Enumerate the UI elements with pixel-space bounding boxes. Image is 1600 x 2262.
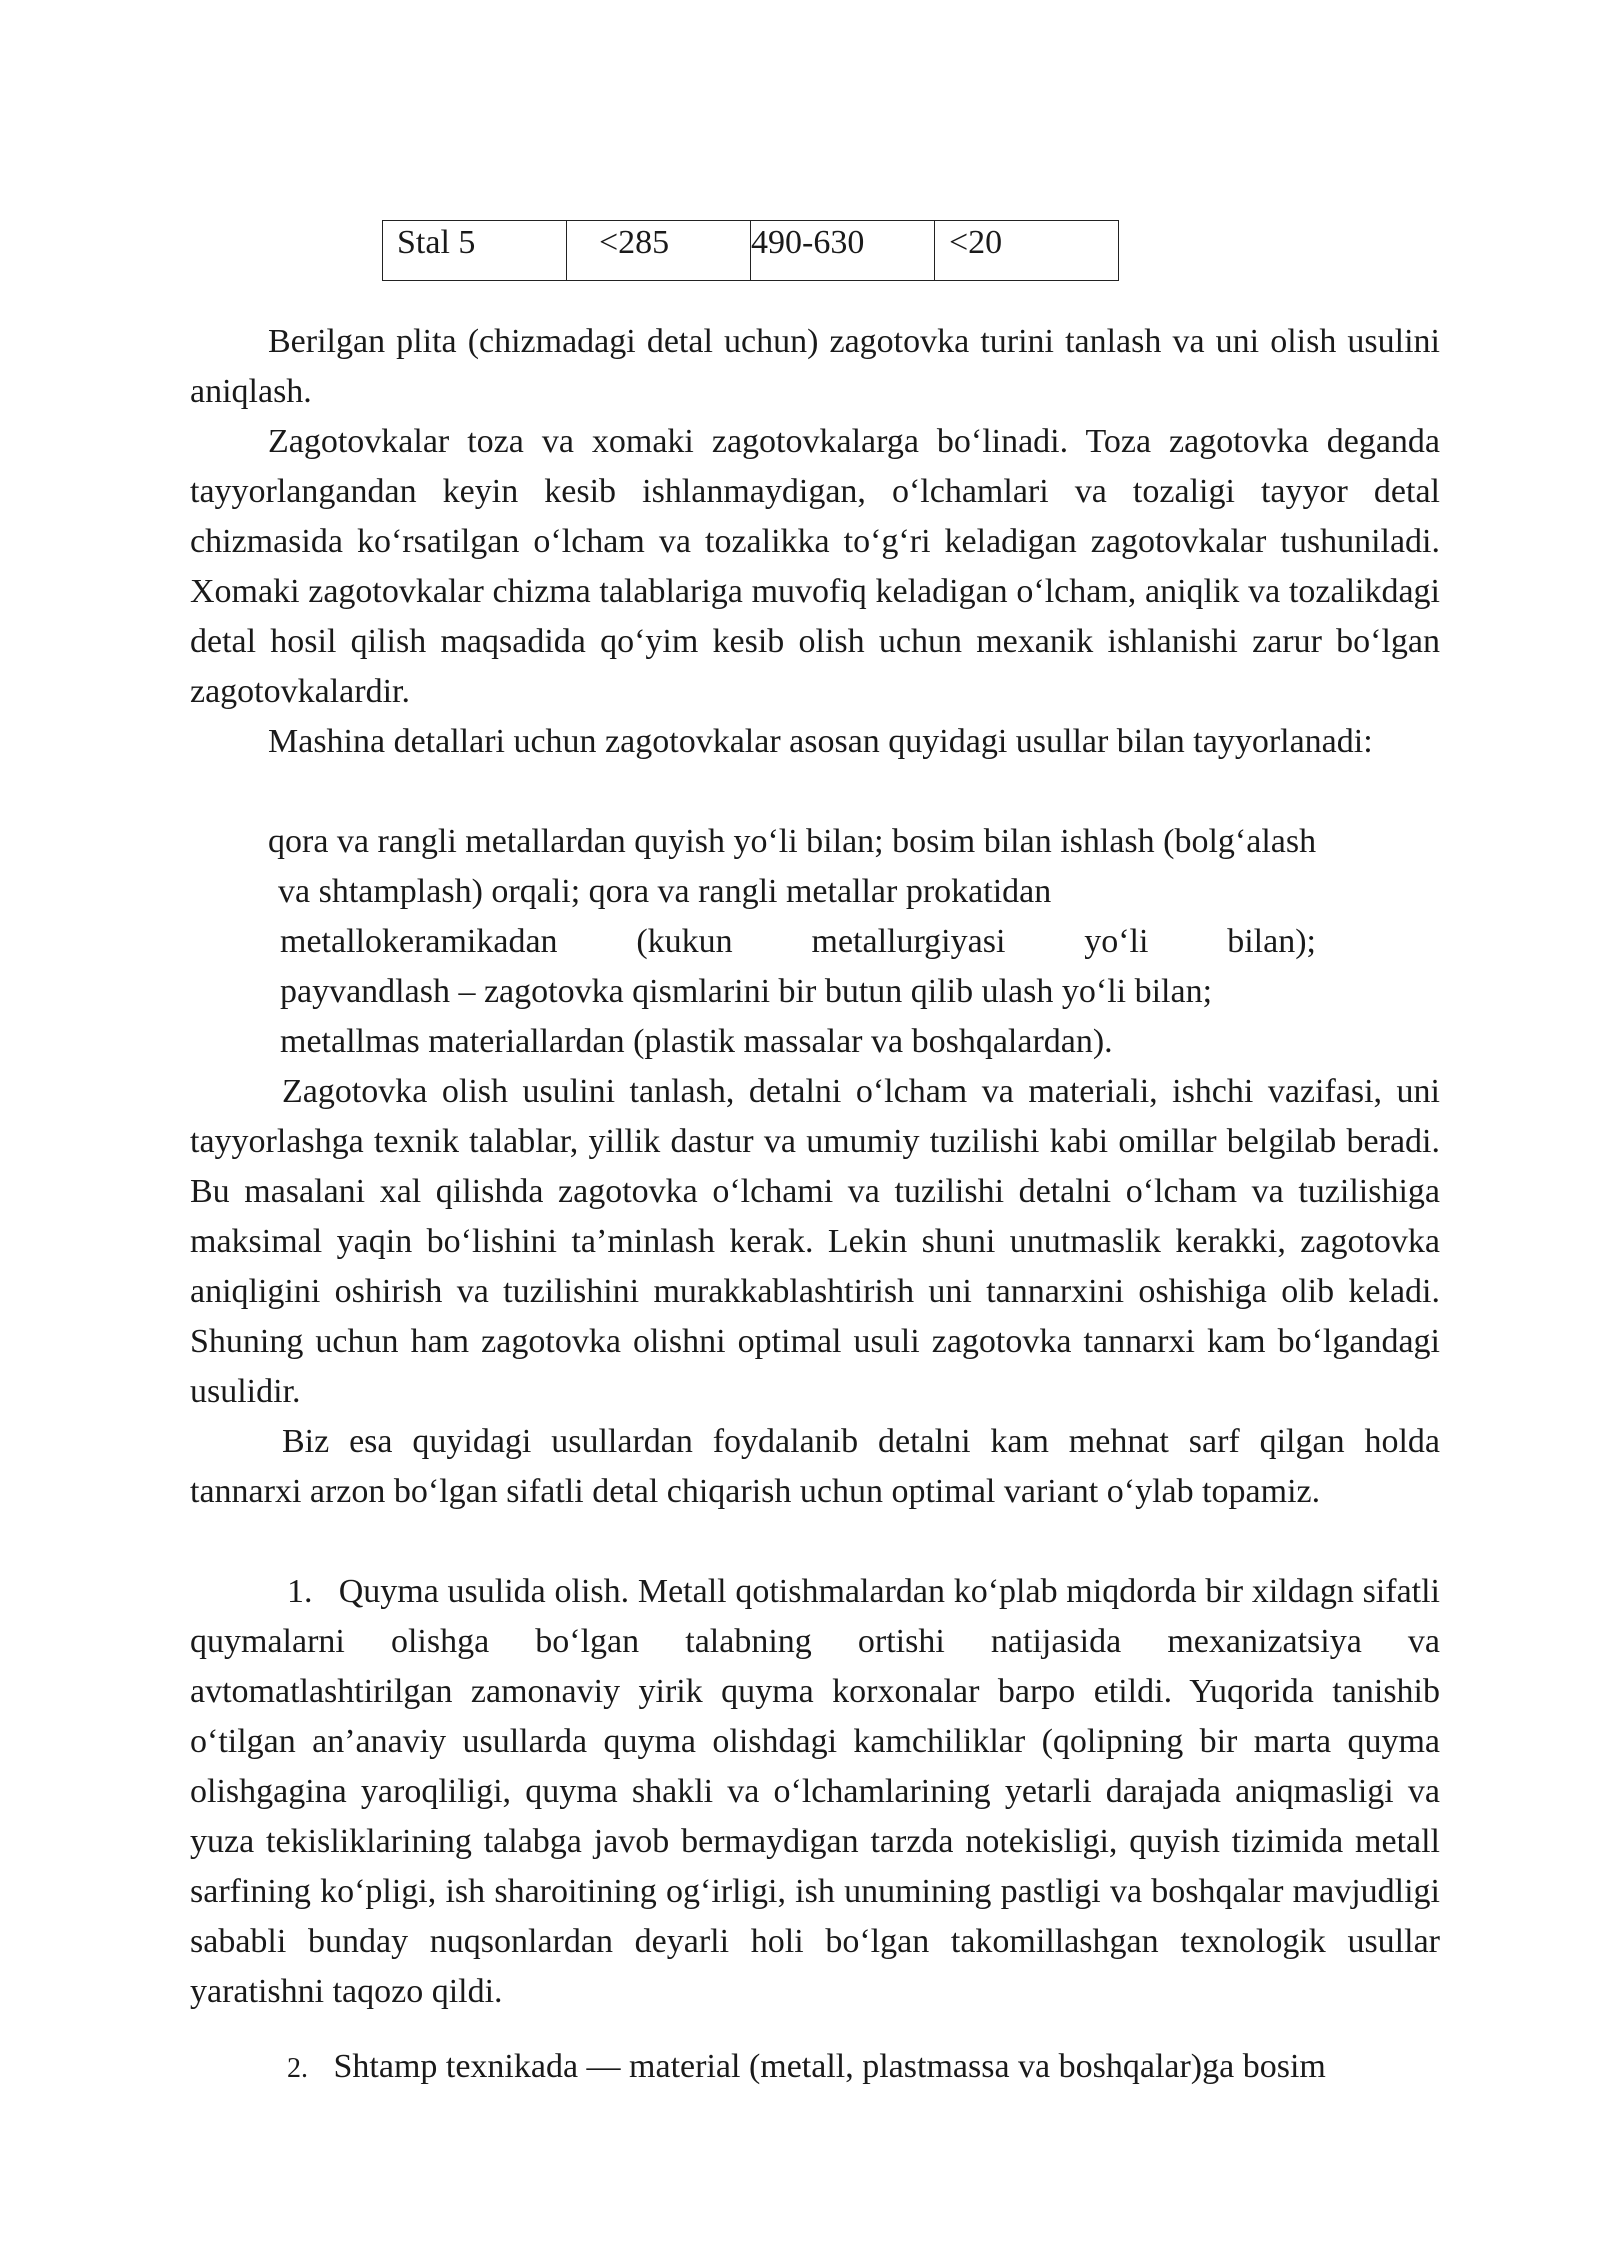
list-word: metallokeramikadan — [280, 923, 558, 960]
table-cell-elongation: <20 — [935, 221, 1119, 281]
paragraph-method-selection: Zagotovka olish usulini tanlash, detalni o‘lcham va materiali, ishchi vazifasi, uni tayyorlashga texnik talablar, yillik dastur va umumiy tuzilishi kabi omillar belgilab beradi. Bu masalani xal qilishda zagotovka o‘lchami va tuzilishi detalni o‘lcham va tuzilishiga maksimal yaqin bo‘lishini ta’minlash kerak. Lekin shuni unutmaslik kerakki, zagotovka aniqligini oshirish va tuzilishini murakkablashtirish uni tannarxini oshishiga olib keladi. Shuning uchun ham zagotovka olishni optimal usuli zagotovka tannarxi kam bo‘lgandagi usulidir. — [190, 1073, 1440, 1410]
item-number: 1. — [287, 1573, 313, 1610]
list-word: (kukun — [636, 923, 733, 960]
list-item — [280, 917, 1316, 967]
numbered-item-casting — [190, 1567, 1440, 2017]
list-item: va shtamplash) orqali; qora va rangli metallar prokatidan — [278, 873, 1052, 910]
list-word: metallurgiyasi — [811, 923, 1006, 960]
table-row — [383, 221, 1119, 281]
paragraph-intro: Berilgan plita (chizmadagi detal uchun) zagotovka turini tanlash va uni olish usulini aniqlash. — [190, 323, 1440, 410]
list-item: metallmas materiallardan (plastik massalar va boshqalardan). — [280, 1023, 1113, 1060]
item-number: 2. — [287, 2053, 308, 2084]
list-word: yo‘li — [1084, 923, 1149, 960]
paragraph-optimal-variant: Biz esa quyidagi usullardan foydalanib detalni kam mehnat sarf qilgan holda tannarxi arzon bo‘lgan sifatli detal chiqarish uchun optimal variant o‘ylab topamiz. — [190, 1423, 1440, 1510]
material-properties-table — [382, 220, 1119, 281]
table-cell-hardness: <285 — [567, 221, 751, 281]
numbered-item-stamping — [287, 2042, 1326, 2094]
table-cell-material: Stal 5 — [383, 221, 567, 281]
list-word: bilan); — [1227, 923, 1316, 960]
item-text: Shtamp texnikada — material (metall, plastmassa va boshqalar)ga bosim — [333, 2048, 1326, 2085]
table-cell-strength: 490-630 — [751, 221, 935, 281]
paragraph-methods-intro: Mashina detallari uchun zagotovkalar asosan quyidagi usullar bilan tayyorlanadi: — [268, 723, 1373, 760]
item-text: Quyma usulida olish. Metall qotishmalardan ko‘plab miqdorda bir xildagn sifatli quymalarni olishga bo‘lgan talabning ortishi natijasida mexanizatsiya va avtomatlashtirilgan zamonaviy yirik quyma korxonalar barpo etildi. Yuqorida tanishib o‘tilgan an’anaviy usullarda quyma olishdagi kamchiliklar (qolipning bir marta quyma olishgagina yaroqliligi, quyma shakli va o‘lchamlarining yetarli darajada aniqmasligi va yuza tekisliklarining talabga javob bermaydigan tarzda notekisligi, quyish tizimida metall sarfining ko‘pligi, ish sharoitining og‘irligi, ish unumining pastligi va boshqalar mavjudligi sababli bunday nuqsonlardan deyarli holi bo‘lgan takomillashgan texnologik usullar yaratishni taqozo qildi. — [190, 1573, 1441, 2010]
paragraph-zagotovka-types: Zagotovkalar toza va xomaki zagotovkalarga bo‘linadi. Toza zagotovka deganda tayyorlangandan keyin kesib ishlanmaydigan, o‘lchamlari va tozaligi tayyor detal chizmasida ko‘rsatilgan o‘lcham va tozalikka to‘g‘ri keladigan zagotovkalar tushuniladi. Xomaki zagotovkalar chizma talablariga muvofiq keladigan o‘lcham, aniqlik va tozalikdagi detal hosil qilish maqsadida qo‘yim kesib olish uchun mexanik ishlanishi zarur bo‘lgan zagotovkalardir. — [190, 423, 1440, 710]
list-item: qora va rangli metallardan quyish yo‘li bilan; bosim bilan ishlash (bolg‘alash — [268, 823, 1317, 860]
list-item: payvandlash – zagotovka qismlarini bir butun qilib ulash yo‘li bilan; — [280, 973, 1213, 1010]
